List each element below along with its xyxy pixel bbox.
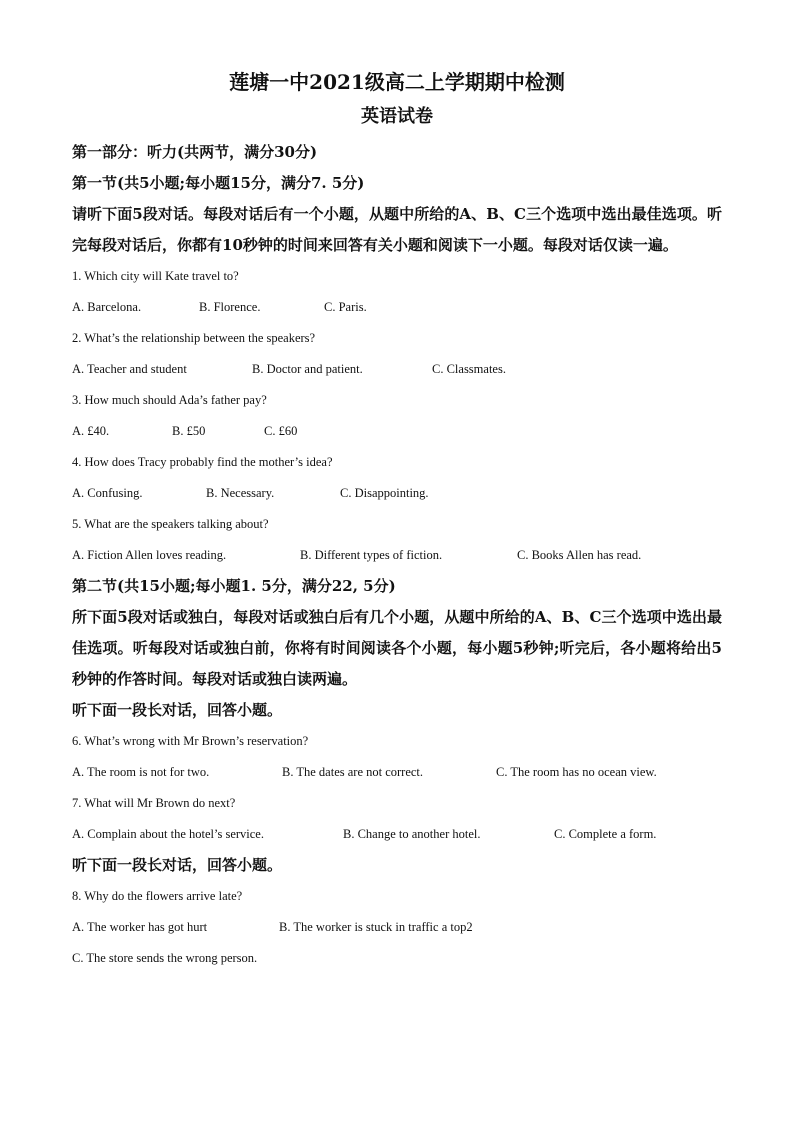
option-b: B. £50 — [172, 424, 206, 438]
options-6 — [72, 757, 722, 788]
option-a: A. Complain about the hotel’s service. — [72, 827, 264, 841]
group2-label: 听下面一段长对话，回答小题。 — [72, 856, 283, 874]
question-5: 5. What are the speakers talking about? — [72, 517, 269, 531]
option-c: C. Paris. — [324, 300, 367, 314]
question-8: 8. Why do the flowers arrive late? — [72, 889, 243, 903]
options-2 — [72, 354, 722, 385]
exam-page — [72, 66, 722, 974]
option-c: C. Disappointing. — [340, 486, 429, 500]
option-b: B. Different types of fiction. — [300, 548, 443, 562]
option-b: B. Necessary. — [206, 486, 275, 500]
page-title: 莲塘一中2021级高二上学期期中检测 — [229, 70, 565, 94]
option-c-q8: C. The store sends the wrong person. — [72, 951, 258, 965]
question-3: 3. How much should Ada’s father pay? — [72, 393, 267, 407]
options-8 — [72, 912, 722, 943]
option-a: A. Confusing. — [72, 486, 143, 500]
option-c: C. The room has no ocean view. — [496, 765, 657, 779]
option-a: A. Teacher and student — [72, 362, 187, 376]
options-7 — [72, 819, 722, 850]
option-b: B. The worker is stuck in traffic a top2 — [279, 920, 473, 934]
question-2: 2. What’s the relationship between the speakers? — [72, 331, 316, 345]
option-a: A. The worker has got hurt — [72, 920, 208, 934]
option-b: B. Doctor and patient. — [252, 362, 363, 376]
option-c: C. Complete a form. — [554, 827, 657, 841]
option-b: B. The dates are not correct. — [282, 765, 424, 779]
options-5 — [72, 540, 722, 571]
part1-heading: 第一部分：听力(共两节，满分30分) — [72, 143, 318, 161]
section1-instruction: 请听下面5段对话。每段对话后有一个小题，从题中所给的A、B、C三个选项中选出最佳选项。听完每段对话后，你都有10秒钟的时间来回答有关小题和阅读下一小题。每段对话仅读一遍。 — [72, 205, 722, 254]
question-6: 6. What’s wrong with Mr Brown’s reservation? — [72, 734, 309, 748]
question-1: 1. Which city will Kate travel to? — [72, 269, 239, 283]
option-a: A. The room is not for two. — [72, 765, 210, 779]
question-7: 7. What will Mr Brown do next? — [72, 796, 236, 810]
option-a: A. Fiction Allen loves reading. — [72, 548, 227, 562]
option-b: B. Change to another hotel. — [343, 827, 481, 841]
options-4 — [72, 478, 722, 509]
section2-instruction: 所下面5段对话或独白，每段对话或独白后有几个小题，从题中所给的A、B、C三个选项中选出最佳选项。听每段对话或独白前，你将有时间阅读各个小题，每小题5秒钟;听完后，各小题将给出5秒钟的作答时间。每段对话或独白读两遍。 — [72, 608, 722, 688]
option-b: B. Florence. — [199, 300, 261, 314]
option-c: C. Books Allen has read. — [517, 548, 642, 562]
option-c: C. £60 — [264, 424, 298, 438]
section1-heading: 第一节(共5小题;每小题15分，满分7. 5分) — [72, 174, 365, 192]
options-3 — [72, 416, 722, 447]
group1-label: 听下面一段长对话，回答小题。 — [72, 701, 283, 719]
option-a: A. £40. — [72, 424, 110, 438]
question-4: 4. How does Tracy probably find the mother’s idea? — [72, 455, 333, 469]
page-subtitle: 英语试卷 — [361, 106, 433, 127]
option-a: A. Barcelona. — [72, 300, 142, 314]
section2-heading: 第二节(共15小题;每小题1. 5分，满分22, 5分) — [72, 577, 396, 595]
option-c: C. Classmates. — [432, 362, 506, 376]
options-1 — [72, 292, 722, 323]
